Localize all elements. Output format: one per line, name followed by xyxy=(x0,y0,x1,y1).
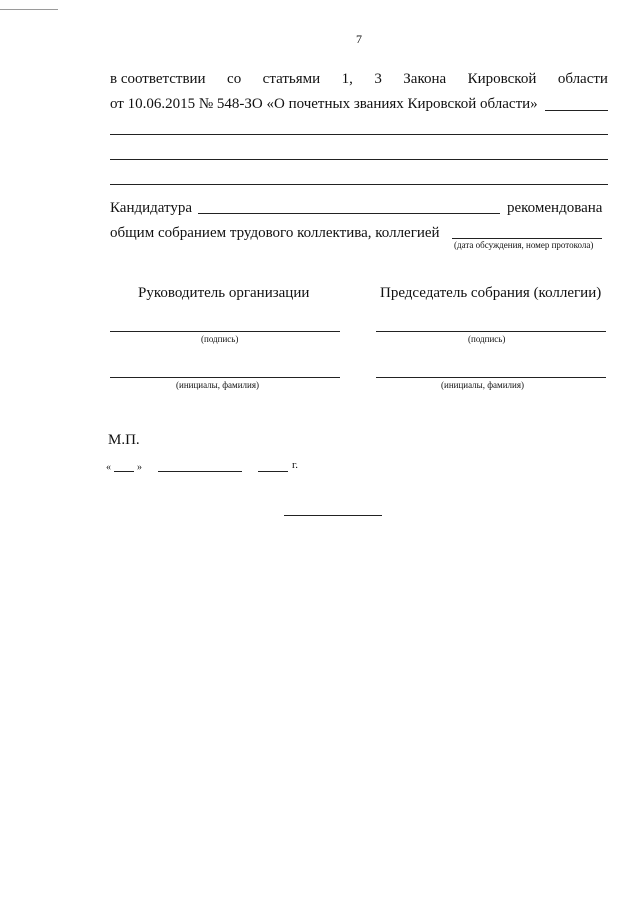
right-signature-caption: (подпись) xyxy=(468,334,506,344)
word-3: статьями xyxy=(262,71,321,87)
word-6: Закона xyxy=(403,71,447,87)
fill-line-3 xyxy=(110,184,608,185)
date-year-line xyxy=(258,471,288,472)
protocol-caption: (дата обсуждения, номер протокола) xyxy=(454,240,594,250)
protocol-fill-line xyxy=(452,238,602,239)
chairman-title: Председатель собрания (коллегии) xyxy=(380,285,602,301)
date-quote-open: « xyxy=(106,462,111,473)
fill-line-1 xyxy=(110,134,608,135)
fill-line-2 xyxy=(110,159,608,160)
paragraph-line-2: от 10.06.2015 № 548-ЗО «О почетных званиях Кировской области» xyxy=(110,96,538,112)
right-signature-line xyxy=(376,331,606,332)
date-month-line xyxy=(158,471,242,472)
candidacy-label: Кандидатура xyxy=(110,200,193,216)
paragraph-line-1 xyxy=(110,70,608,88)
left-name-caption: (инициалы, фамилия) xyxy=(176,380,259,390)
date-quote-close: » xyxy=(137,462,142,473)
end-separator-line xyxy=(284,515,382,516)
left-name-line xyxy=(110,377,340,378)
right-name-caption: (инициалы, фамилия) xyxy=(441,380,524,390)
stamp-place-label: М.П. xyxy=(108,432,140,448)
page-number: 7 xyxy=(356,32,362,46)
left-signature-caption: (подпись) xyxy=(201,334,239,344)
word-7: Кировской xyxy=(467,71,537,87)
meeting-text: общим собранием трудового коллектива, коллегией xyxy=(110,225,440,241)
date-day-line xyxy=(114,471,134,472)
left-signature-line xyxy=(110,331,340,332)
fill-line-end-of-title xyxy=(545,110,608,111)
candidacy-fill-line xyxy=(198,213,500,214)
word-2: со xyxy=(227,71,242,87)
word-8: области xyxy=(557,71,608,87)
year-suffix: г. xyxy=(292,459,299,471)
word-5: 3 xyxy=(374,71,382,87)
right-name-line xyxy=(376,377,606,378)
recommended-label: рекомендована xyxy=(507,200,603,216)
word-1: в соответствии xyxy=(110,71,206,87)
scan-edge-line xyxy=(0,9,58,10)
word-4: 1, xyxy=(341,71,353,87)
head-of-organization-title: Руководитель организации xyxy=(138,285,310,301)
